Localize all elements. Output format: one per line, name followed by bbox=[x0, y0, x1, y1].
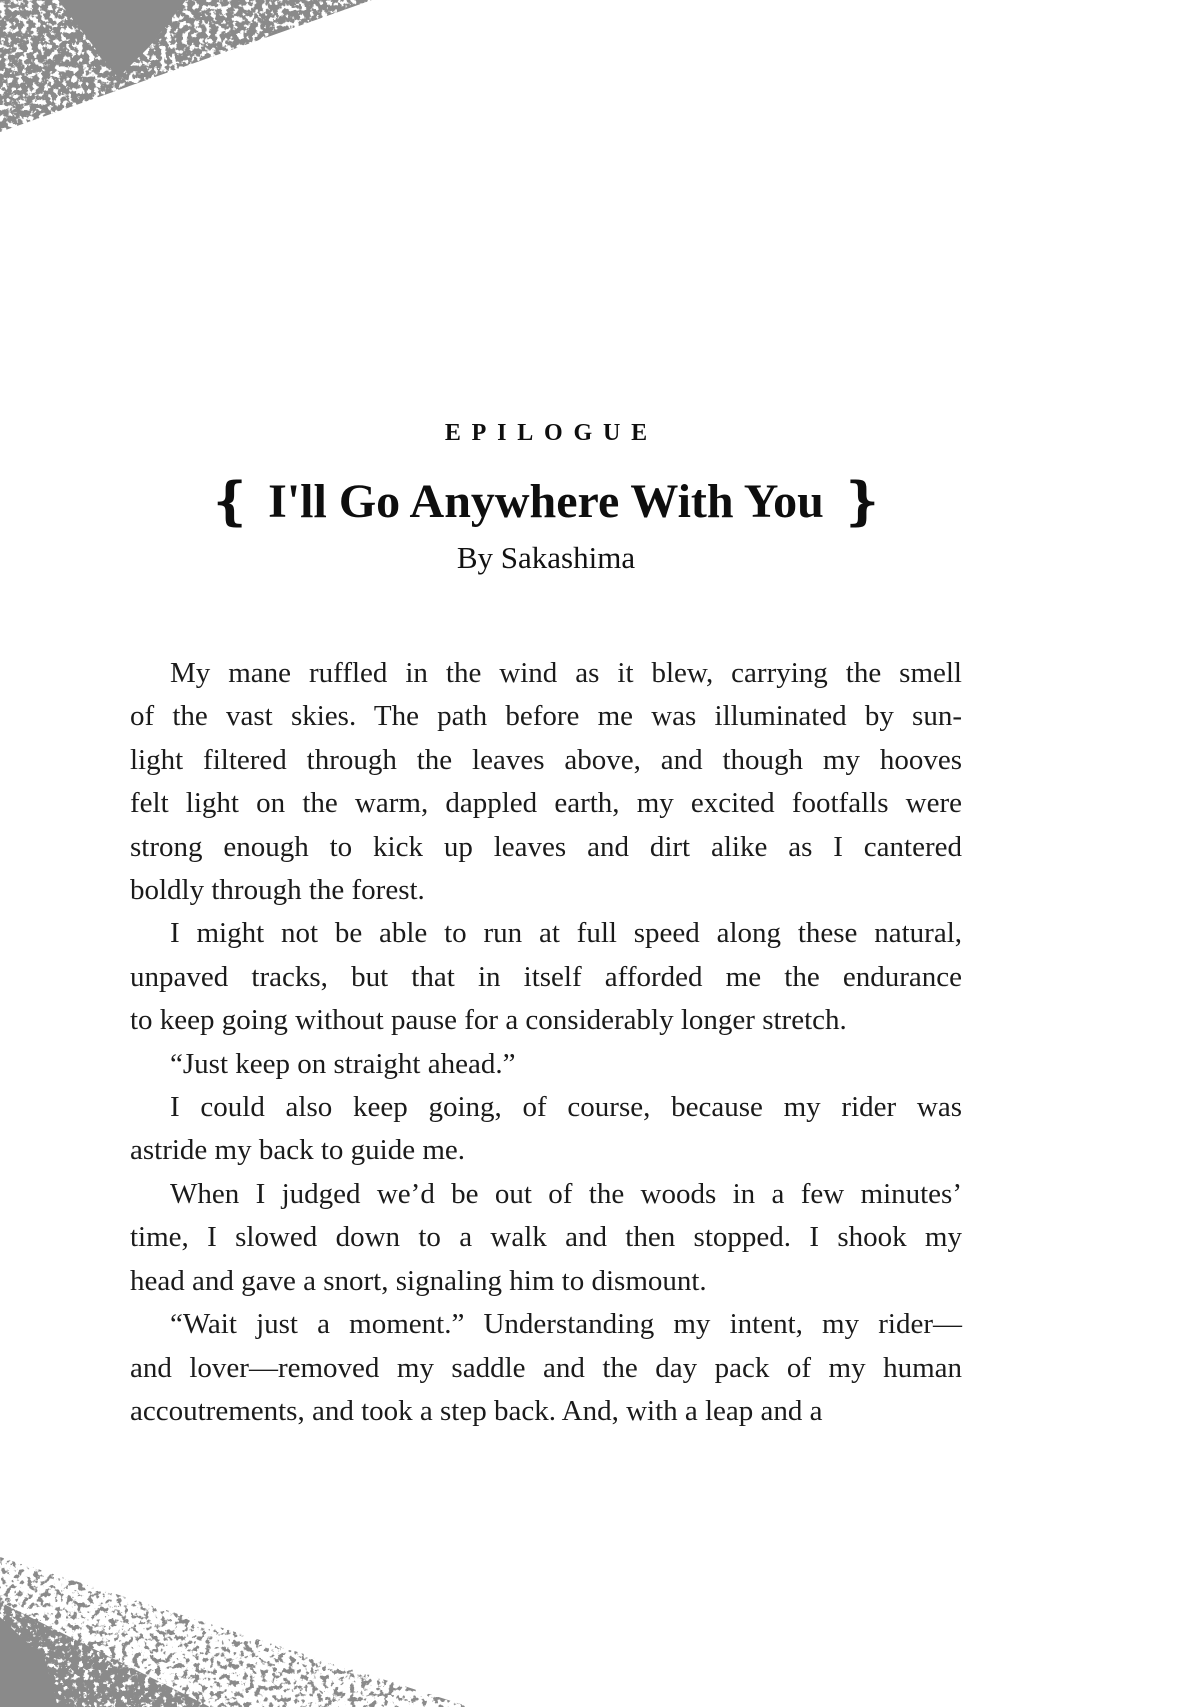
paragraph bbox=[130, 1043, 962, 1086]
text-line: and lover—removed my saddle and the day pack of my human bbox=[130, 1351, 962, 1384]
body-text bbox=[130, 652, 962, 1433]
text-line: My mane ruffled in the wind as it blew, carrying the smell bbox=[170, 657, 962, 689]
right-curly-bracket-ornament-icon: ❵ bbox=[839, 472, 884, 532]
text-line: strong enough to kick up leaves and dirt alike as I cantered bbox=[130, 830, 962, 863]
text-line: of the vast skies. The path before me was illuminated by sun- bbox=[130, 700, 962, 733]
epilogue-kicker: EPILOGUE bbox=[444, 420, 658, 446]
left-curly-bracket-ornament-icon: ❴ bbox=[208, 472, 253, 532]
paragraph bbox=[130, 912, 962, 1042]
paragraph bbox=[130, 1173, 962, 1303]
grunge-texture-bottom-left-icon bbox=[0, 1547, 500, 1707]
text-line: I might not be able to run at full speed along these natural, bbox=[170, 917, 962, 950]
text-line: head and gave a snort, signaling him to dismount. bbox=[130, 1264, 707, 1297]
text-line: When I judged we’d be out of the woods in a few minutes’ bbox=[170, 1177, 962, 1210]
chapter-title: I'll Go Anywhere With You bbox=[268, 475, 824, 528]
text-line: boldly through the forest. bbox=[130, 874, 425, 907]
paragraph bbox=[130, 1086, 962, 1173]
byline: By Sakashima bbox=[456, 540, 636, 575]
text-line: I could also keep going, of course, because my rider was bbox=[170, 1091, 962, 1124]
content-column bbox=[130, 0, 962, 1433]
text-line: light filtered through the leaves above, and though my hooves bbox=[130, 743, 962, 776]
paragraph bbox=[130, 1303, 962, 1433]
text-line: time, I slowed down to a walk and then stopped. I shook my bbox=[130, 1221, 962, 1254]
text-line: “Just keep on straight ahead.” bbox=[170, 1047, 516, 1080]
text-line: unpaved tracks, but that in itself afforded me the endurance bbox=[130, 960, 962, 993]
text-line: accoutrements, and took a step back. And, with a leap and a bbox=[130, 1394, 823, 1427]
paragraph bbox=[130, 652, 962, 912]
text-line: felt light on the warm, dappled earth, my excited footfalls were bbox=[130, 787, 962, 820]
text-line: astride my back to guide me. bbox=[130, 1134, 466, 1167]
text-line: “Wait just a moment.” Understanding my intent, my rider— bbox=[170, 1308, 962, 1341]
chapter-title-row bbox=[130, 468, 962, 534]
text-line: to keep going without pause for a considerably longer stretch. bbox=[130, 1004, 847, 1037]
